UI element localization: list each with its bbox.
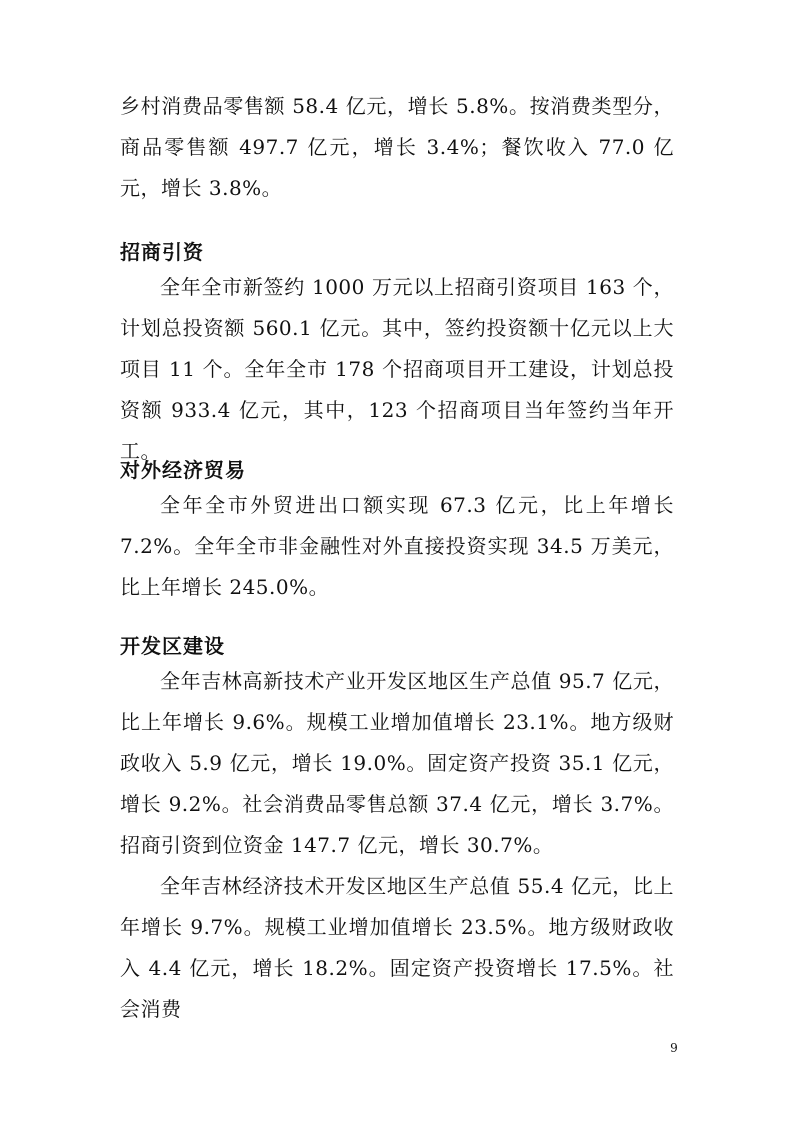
heading-trade: 对外经济贸易 xyxy=(120,458,246,482)
retail-continuation-paragraph: 乡村消费品零售额 58.4 亿元，增长 5.8%。按消费类型分，商品零售额 497.7 亿元，增长 3.4%；餐饮收入 77.0 亿元，增长 3.8%。 xyxy=(120,94,674,200)
dev-zone-paragraph-1: 全年吉林高新技术产业开发区地区生产总值 95.7 亿元，比上年增长 9.6%。规模工业增加值增长 23.1%。地方级财政收入 5.9 亿元，增长 19.0%。固定资产投资 35.1 亿元，增长 9.2%。社会消费品零售总额 37.4 亿元，增长 3.7%。招商引资到位资金 147.7 亿元，增长 30.7%。 xyxy=(120,669,674,857)
page-number: 9 xyxy=(670,1041,678,1055)
trade-paragraph: 全年全市外贸进出口额实现 67.3 亿元，比上年增长 7.2%。全年全市非金融性对外直接投资实现 34.5 万美元，比上年增长 245.0%。 xyxy=(120,493,674,599)
investment-paragraph: 全年全市新签约 1000 万元以上招商引资项目 163 个，计划总投资额 560.1 亿元。其中，签约投资额十亿元以上大项目 11 个。全年全市 178 个招商项目开工建设，计划总投资额 933.4 亿元，其中，123 个招商项目当年签约当年开工。 xyxy=(120,275,674,463)
heading-investment: 招商引资 xyxy=(120,240,204,264)
dev-zone-paragraph-2: 全年吉林经济技术开发区地区生产总值 55.4 亿元，比上年增长 9.7%。规模工业增加值增长 23.5%。地方级财政收入 4.4 亿元，增长 18.2%。固定资产投资增长 17.5%。社会消费 xyxy=(120,874,674,1021)
heading-dev-zone: 开发区建设 xyxy=(120,634,225,658)
